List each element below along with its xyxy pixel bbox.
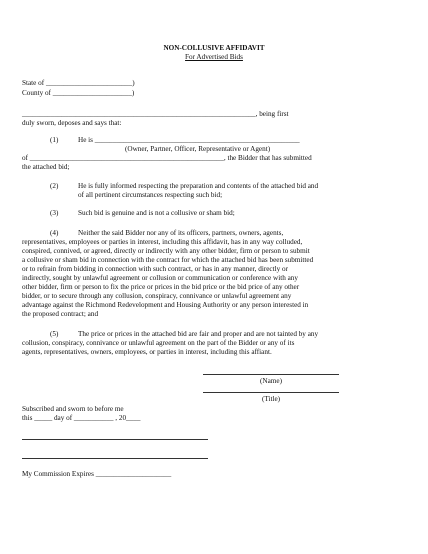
notary-signature-line[interactable] (22, 439, 208, 440)
para1-number: (1) (50, 136, 59, 144)
para5-line1: The price or prices in the attached bid are fair and proper and are not tainted by any (78, 330, 319, 338)
para2-line1: He is fully informed respecting the preparation and contents of the attached bid and (78, 182, 319, 190)
para4-line8: bidder, or to secure through any collusion, conspiracy, connivance or unlawful agreement any (22, 292, 292, 300)
para2-number: (2) (50, 182, 59, 190)
commission-blank[interactable]: _____________________ (95, 470, 172, 478)
county-blank[interactable]: ______________________) (52, 89, 135, 97)
intro-continuation: duly sworn, deposes and says that: (22, 119, 122, 127)
this-label: this (22, 414, 33, 422)
role-caption: (Owner, Partner, Officer, Representative or Agent) (125, 145, 271, 153)
para4-line2: representatives, employees or parties in interest, including this affidavit, has in any way colluded, (22, 238, 303, 246)
state-label: State of (22, 79, 45, 87)
para5-line3: agents, representatives, owners, employees, or parties in interest, including this affiant. (22, 348, 272, 356)
commission-line (22, 470, 171, 479)
commission-label: My Commission Expires (22, 470, 94, 478)
affiant-line (22, 110, 289, 119)
he-is-blank[interactable]: _________________________________________________________ (94, 136, 300, 144)
title-signature-line[interactable] (203, 392, 339, 393)
county-label: County of (22, 89, 51, 97)
para5-number: (5) (50, 330, 59, 338)
notary-name-line[interactable] (22, 458, 208, 459)
day-blank[interactable]: _____ (34, 414, 53, 422)
para4-line10: the proposed contract; and (22, 310, 99, 318)
month-blank[interactable]: ___________ (73, 414, 114, 422)
para4-line4: a collusive or sham bid in connection with the contract for which the attached bid has been submitted (22, 256, 314, 264)
he-is-label: He is (78, 136, 93, 144)
title-caption: (Title) (261, 395, 281, 403)
para4-line7: other bidder, firm or person to fix the price or prices in the bid price or the bid price of any other (22, 283, 300, 291)
name-signature-line[interactable] (203, 374, 339, 375)
state-line (22, 79, 135, 88)
document-subtitle: For Advertised Bids (185, 53, 243, 61)
para4-number: (4) (50, 229, 59, 237)
date-line (22, 414, 140, 423)
para1-he-is-line (78, 136, 300, 145)
para3-number: (3) (50, 209, 59, 217)
day-of-label: day of (53, 414, 73, 422)
being-first-text: , being first (255, 110, 289, 118)
para1-continuation: the attached bid; (22, 163, 70, 171)
bidder-suffix: , the Bidder that has submitted (223, 154, 312, 162)
para4-line9: advantage against the Richmond Redevelopment and Housing Authority or any person interested in (22, 301, 309, 309)
state-blank[interactable]: ________________________) (45, 79, 135, 87)
para5-line2: collusion, conspiracy, connivance or unlawful agreement on the part of the Bidder or any of its (22, 339, 295, 347)
year-field[interactable]: , 20____ (115, 414, 141, 422)
document-title: NON-COLLUSIVE AFFIDAVIT (163, 44, 265, 52)
para4-line3: conspired, connived, or agreed, directly or indirectly with any other bidder, firm or person to submit (22, 247, 310, 255)
county-line (22, 89, 134, 98)
of-label: of (22, 154, 28, 162)
para4-line1: Neither the said Bidder nor any of its officers, partners, owners, agents, (78, 229, 284, 237)
para1-of-line (22, 154, 312, 163)
para4-line5: or to refrain from bidding in connection with such contract, or has in any manner, directly or (22, 265, 288, 273)
name-caption: (Name) (260, 377, 282, 385)
affiant-blank[interactable]: _________________________________________________________________ (22, 110, 256, 118)
para2-line2: of all pertinent circumstances respecting such bid; (78, 191, 223, 199)
para4-line6: indirectly, sought by unlawful agreement or collusion or communication or conference with any (22, 274, 298, 282)
para3-text: Such bid is genuine and is not a collusive or sham bid; (78, 209, 235, 217)
subscribed-text: Subscribed and sworn to before me (22, 405, 124, 413)
bidder-blank[interactable]: ______________________________________________________ (29, 154, 224, 162)
